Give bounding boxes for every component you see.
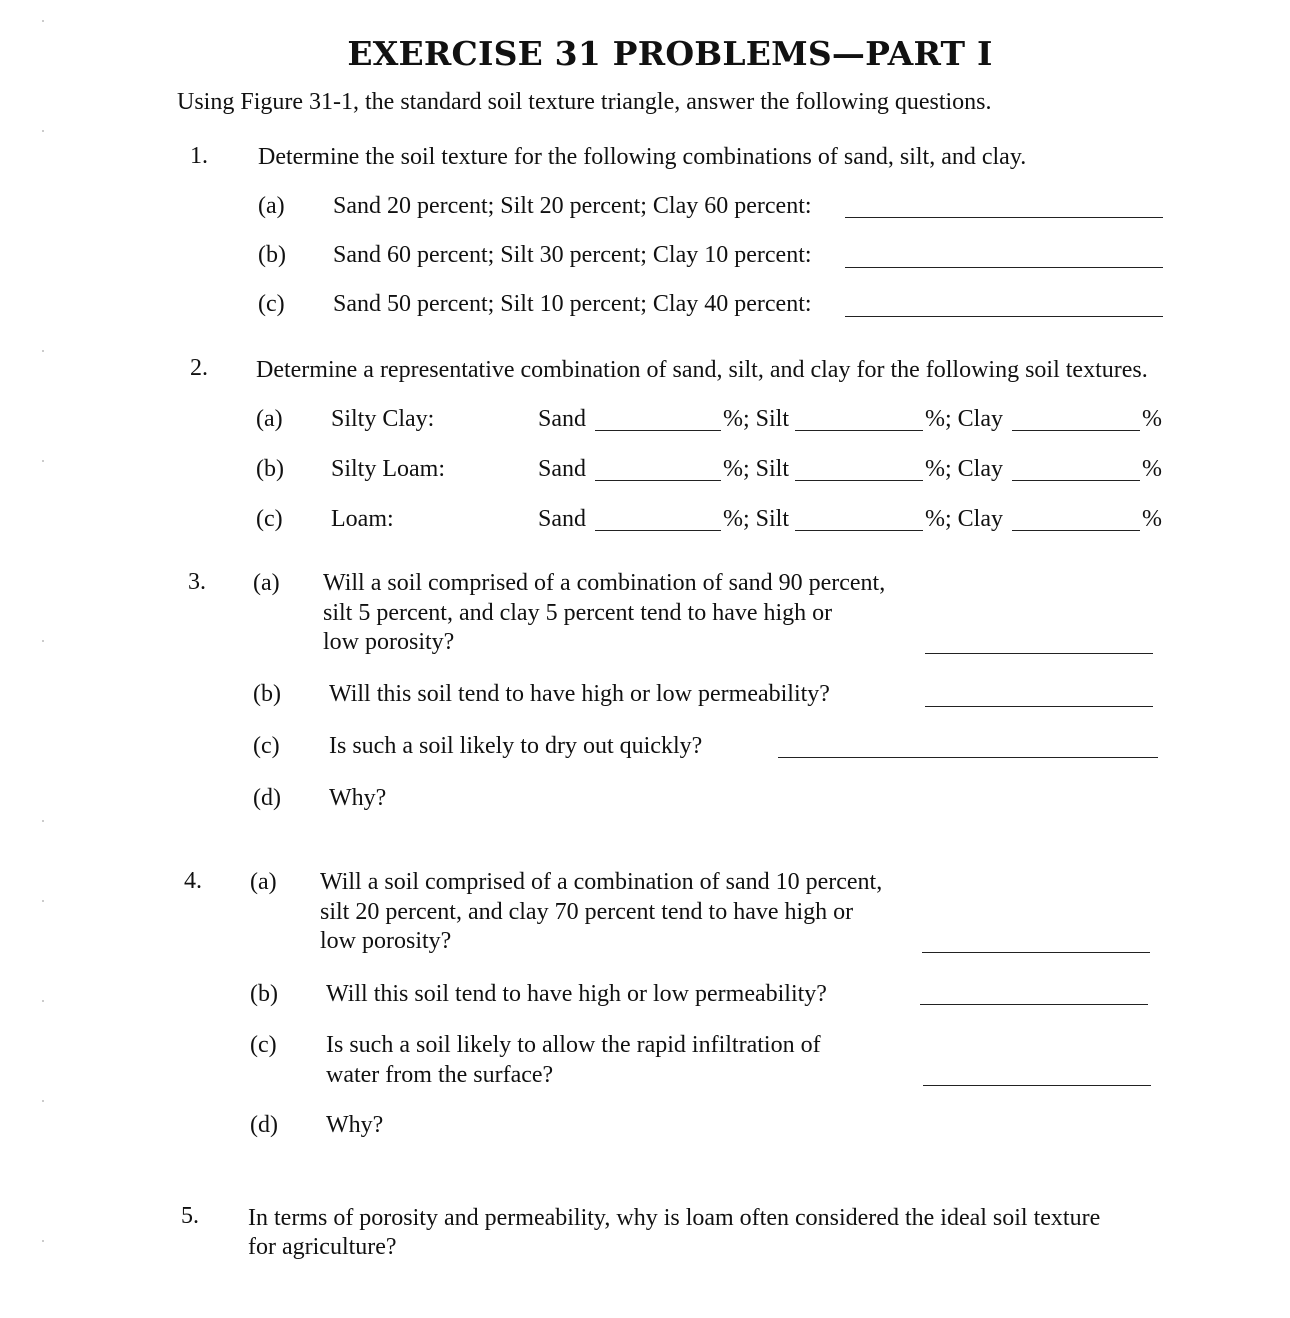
q2a-label: (a): [256, 406, 283, 432]
q2c-silt-line[interactable]: [795, 530, 923, 531]
q2b-texture: Silty Loam:: [331, 456, 445, 482]
q3a-line-2: silt 5 percent, and clay 5 percent tend to have high or: [323, 600, 833, 626]
q2b-silt-label: %; Silt: [723, 456, 790, 482]
q2b-percent: %: [1142, 456, 1162, 482]
q4c-answer-line[interactable]: [923, 1085, 1151, 1086]
q3b-answer-line[interactable]: [925, 706, 1153, 707]
q4d-label: (d): [250, 1112, 278, 1138]
q2a-sand-line[interactable]: [595, 430, 721, 431]
q4c-label: (c): [250, 1032, 277, 1058]
q2b-sand-label: Sand: [538, 456, 586, 482]
q4b-text: Will this soil tend to have high or low permeability?: [326, 981, 827, 1007]
q1b-label: (b): [258, 242, 286, 268]
q1c-answer-line[interactable]: [845, 316, 1163, 317]
q2a-clay-line[interactable]: [1012, 430, 1140, 431]
q4c-line-2: water from the surface?: [326, 1062, 554, 1088]
q4-number: 4.: [184, 868, 202, 894]
q1-number: 1.: [190, 143, 208, 169]
q2c-clay-line[interactable]: [1012, 530, 1140, 531]
q2b-sand-line[interactable]: [595, 480, 721, 481]
q3-number: 3.: [188, 569, 206, 595]
q3a-label: (a): [253, 570, 280, 596]
q4c-line-1: Is such a soil likely to allow the rapid infiltration of: [326, 1032, 821, 1058]
q4a-line-2: silt 20 percent, and clay 70 percent tend to have high or: [320, 899, 854, 925]
q1c-label: (c): [258, 291, 285, 317]
q3d-label: (d): [253, 785, 281, 811]
q1a-text: Sand 20 percent; Silt 20 percent; Clay 60 percent:: [333, 193, 812, 219]
q2c-clay-label: %; Clay: [925, 506, 1003, 532]
q2b-clay-label: %; Clay: [925, 456, 1003, 482]
q4b-label: (b): [250, 981, 278, 1007]
q2-prompt: Determine a representative combination of sand, silt, and clay for the following soil textures.: [256, 357, 1148, 383]
q4a-label: (a): [250, 869, 277, 895]
q2c-sand-label: Sand: [538, 506, 586, 532]
q1-prompt: Determine the soil texture for the following combinations of sand, silt, and clay.: [258, 144, 1027, 170]
q2c-sand-line[interactable]: [595, 530, 721, 531]
q2a-clay-label: %; Clay: [925, 406, 1003, 432]
q3d-text: Why?: [329, 785, 387, 811]
q4a-answer-line[interactable]: [922, 952, 1150, 953]
q3a-answer-line[interactable]: [925, 653, 1153, 654]
q5-number: 5.: [181, 1203, 199, 1229]
q3b-label: (b): [253, 681, 281, 707]
intro-text: Using Figure 31-1, the standard soil texture triangle, answer the following questions.: [177, 89, 992, 115]
q3a-line-3: low porosity?: [323, 629, 455, 655]
q2a-texture: Silty Clay:: [331, 406, 435, 432]
q2a-silt-line[interactable]: [795, 430, 923, 431]
q2a-sand-label: Sand: [538, 406, 586, 432]
q1c-text: Sand 50 percent; Silt 10 percent; Clay 40 percent:: [333, 291, 812, 317]
q3c-answer-line[interactable]: [778, 757, 1158, 758]
q1a-answer-line[interactable]: [845, 217, 1163, 218]
q2b-clay-line[interactable]: [1012, 480, 1140, 481]
q1b-text: Sand 60 percent; Silt 30 percent; Clay 10 percent:: [333, 242, 812, 268]
q2a-percent: %: [1142, 406, 1162, 432]
q2b-label: (b): [256, 456, 284, 482]
q2a-silt-label: %; Silt: [723, 406, 790, 432]
page-title: EXERCISE 31 PROBLEMS—PART I: [347, 34, 993, 73]
q3a-line-1: Will a soil comprised of a combination of sand 90 percent,: [323, 570, 886, 596]
q4d-text: Why?: [326, 1112, 384, 1138]
q1a-label: (a): [258, 193, 285, 219]
q2b-silt-line[interactable]: [795, 480, 923, 481]
q4b-answer-line[interactable]: [920, 1004, 1148, 1005]
q3b-text: Will this soil tend to have high or low permeability?: [329, 681, 830, 707]
q4a-line-3: low porosity?: [320, 928, 452, 954]
q2-number: 2.: [190, 355, 208, 381]
q2c-label: (c): [256, 506, 283, 532]
q5-line-2: for agriculture?: [248, 1234, 397, 1260]
q2c-texture: Loam:: [331, 506, 394, 532]
q3c-label: (c): [253, 733, 280, 759]
q5-line-1: In terms of porosity and permeability, why is loam often considered the ideal soil texture: [248, 1205, 1101, 1231]
q1b-answer-line[interactable]: [845, 267, 1163, 268]
q4a-line-1: Will a soil comprised of a combination of sand 10 percent,: [320, 869, 883, 895]
q2c-percent: %: [1142, 506, 1162, 532]
q2c-silt-label: %; Silt: [723, 506, 790, 532]
q3c-text: Is such a soil likely to dry out quickly?: [329, 733, 703, 759]
